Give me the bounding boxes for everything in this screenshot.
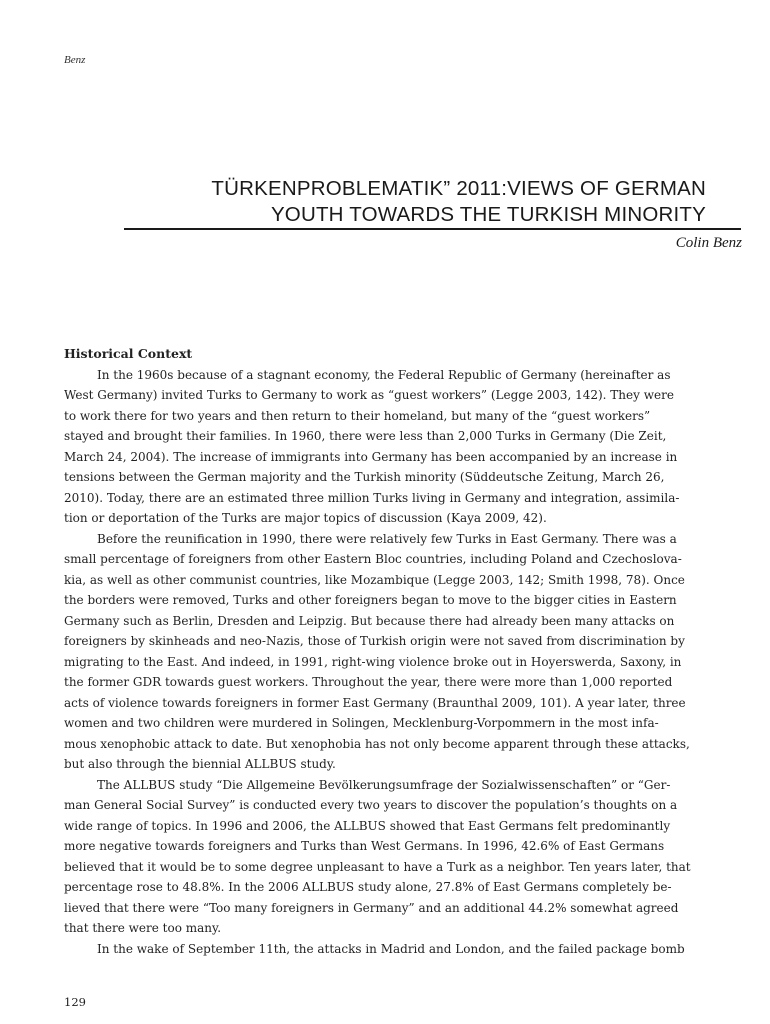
text-line: that there were too many. [64, 921, 222, 935]
text-line: wide range of topics. In 1996 and 2006, the ALLBUS showed that East Germans felt predominantly [64, 818, 671, 833]
text-line: women and two children were murdered in Solingen, Mecklenburg-Vorpommern in the most infa- [64, 716, 659, 730]
text-line: 2010). Today, there are an estimated three million Turks living in Germany and integration, assimila- [64, 490, 680, 505]
text-line: In the wake of September 11th, the attacks in Madrid and London, and the failed package bomb [97, 941, 685, 956]
text-line: man General Social Survey” is conducted every two years to discover the population’s thoughts on a [64, 798, 678, 812]
text-line: tion or deportation of the Turks are major topics of discussion (Kaya 2009, 42). [64, 511, 547, 525]
title-rule [124, 228, 741, 230]
text-line: Before the reunification in 1990, there were relatively few Turks in East Germany. There was a [97, 531, 677, 546]
text-line: The ALLBUS study “Die Allgemeine Bevölkerungsumfrage der Sozialwissenschaften” or “Ger- [97, 777, 671, 792]
text-line: foreigners by skinheads and neo-Nazis, those of Turkish origin were not saved from discrimination by [64, 634, 685, 648]
page-number: 129 [64, 995, 86, 1009]
text-line: Germany such as Berlin, Dresden and Leipzig. But because there had already been many attacks on [64, 613, 675, 628]
body-text [64, 344, 704, 959]
text-line: In the 1960s because of a stagnant economy, the Federal Republic of Germany (hereinafter as [97, 367, 671, 382]
text-line: small percentage of foreigners from other Eastern Bloc countries, including Poland and Czechoslova- [64, 552, 682, 566]
text-line: tensions between the German majority and the Turkish minority (Süddeutsche Zeitung, March 26, [64, 470, 665, 484]
text-line: the former GDR towards guest workers. Throughout the year, there were more than 1,000 reported [64, 675, 673, 689]
text-line: lieved that there were “Too many foreigners in Germany” and an additional 44.2% somewhat agreed [64, 900, 679, 915]
text-line: percentage rose to 48.8%. In the 2006 ALLBUS study alone, 27.8% of East Germans completely be- [64, 880, 672, 894]
text-line: kia, as well as other communist countries, like Mozambique (Legge 2003, 142; Smith 1998, 78). Once [64, 572, 685, 587]
title-line-2: YOUTH TOWARDS THE TURKISH MINORITY [270, 203, 706, 226]
paragraph-lines [64, 365, 704, 960]
text-line: migrating to the East. And indeed, in 1991, right-wing violence broke out in Hoyerswerda, Saxony, in [64, 654, 682, 669]
text-line: stayed and brought their families. In 1960, there were less than 2,000 Turks in Germany (Die Zeit, [64, 429, 667, 443]
text-line: West Germany) invited Turks to Germany to work as “guest workers” (Legge 2003, 142). They were [64, 388, 674, 402]
text-line: more negative towards foreigners and Turks than West Germans. In 1996, 42.6% of East Germans [64, 839, 665, 853]
section-heading: Historical Context [64, 346, 193, 361]
text-line: mous xenophobic attack to date. But xenophobia has not only become apparent through these attacks, [64, 736, 690, 751]
text-line: acts of violence towards foreigners in former East Germany (Braunthal 2009, 101). A year later, three [64, 695, 686, 710]
text-line: believed that it would be to some degree unpleasant to have a Turk as a neighbor. Ten years later, that [64, 859, 691, 874]
text-line: to work there for two years and then return to their homeland, but many of the “guest workers” [64, 408, 651, 423]
article-title [120, 176, 706, 228]
running-head: Benz [64, 54, 86, 66]
author-name: Colin Benz [675, 235, 742, 251]
title-line-1: TÜRKENPROBLEMATIK” 2011:VIEWS OF GERMAN [211, 177, 706, 200]
text-line: the borders were removed, Turks and other foreigners began to move to the bigger cities in Eastern [64, 593, 677, 607]
text-line: March 24, 2004). The increase of immigrants into Germany has been accompanied by an increase in [64, 449, 678, 464]
text-line: but also through the biennial ALLBUS study. [64, 757, 336, 771]
